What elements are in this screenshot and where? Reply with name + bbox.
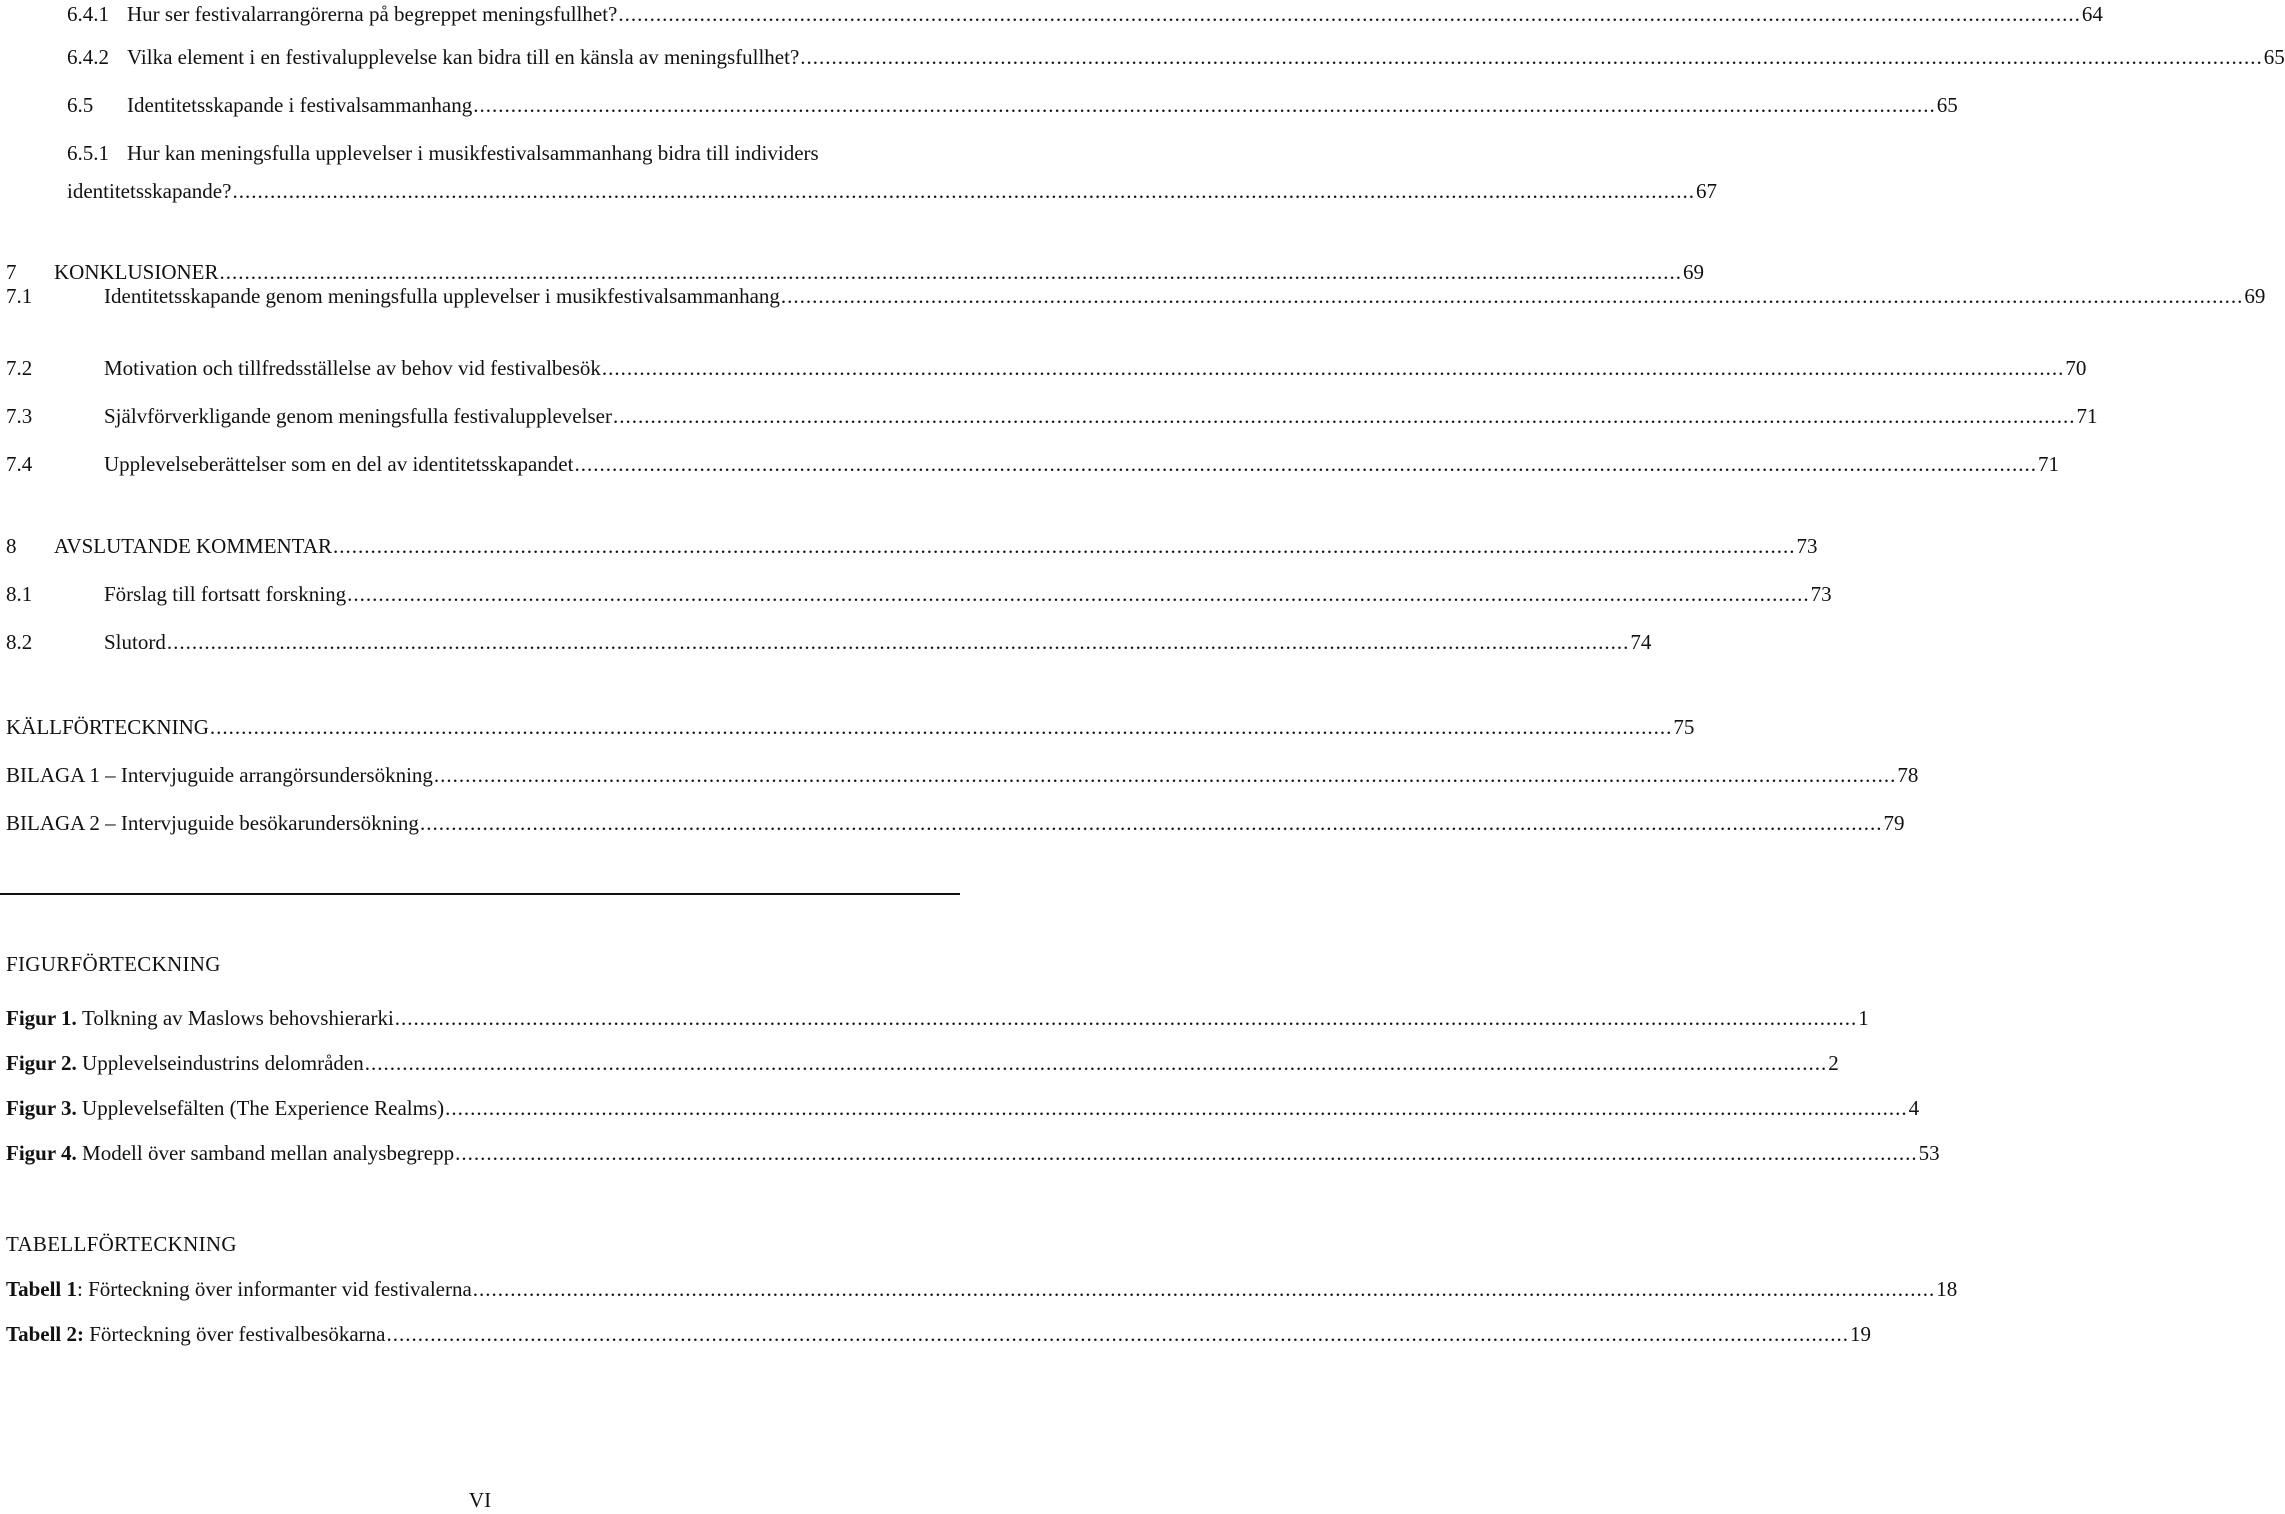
dot-leader <box>455 1139 1918 1167</box>
figure-label: Figur 2. <box>6 1051 77 1075</box>
dot-leader <box>333 532 1796 560</box>
toc-entry[interactable] <box>6 580 1832 608</box>
dot-leader <box>167 628 1630 656</box>
dot-leader <box>420 809 1883 837</box>
table-list-heading: TABELLFÖRTECKNING <box>6 1232 237 1256</box>
dot-leader <box>387 1320 1850 1348</box>
toc-entry-number: 6.5 <box>67 93 94 117</box>
dot-leader <box>574 450 2037 478</box>
toc-entry-title: BILAGA 2 – Intervjuguide besökarundersökning <box>6 811 419 835</box>
toc-entry-number: 8 <box>6 534 17 558</box>
dot-leader <box>473 1275 1936 1303</box>
dot-leader <box>365 1049 1828 1077</box>
figure-title: Upplevelsefälten (The Experience Realms) <box>82 1096 445 1120</box>
toc-entry-page: 74 <box>1630 630 1652 654</box>
toc-entry-page: 67 <box>1695 179 1717 203</box>
toc-entry-number: 7.2 <box>6 356 33 380</box>
table-page: 19 <box>1850 1322 1871 1346</box>
page-folio: VI <box>468 1488 492 1512</box>
toc-entry-page: 64 <box>2081 2 2103 26</box>
table-title: Förteckning över festivalbesökarna <box>89 1322 386 1346</box>
toc-entry[interactable] <box>6 532 1818 560</box>
toc-entry-page: 71 <box>2037 452 2059 476</box>
figure-page: 1 <box>1858 1006 1869 1030</box>
toc-entry[interactable] <box>67 0 2103 28</box>
toc-entry-title-continuation: identitetsskapande? <box>67 179 232 203</box>
toc-entry-continuation[interactable] <box>67 177 1717 205</box>
toc-entry[interactable] <box>6 402 2098 430</box>
toc-entry-page: 75 <box>1673 715 1695 739</box>
figure-entry[interactable] <box>6 1139 1940 1167</box>
table-label: Tabell 1 <box>6 1277 77 1301</box>
figure-page: 2 <box>1828 1051 1839 1075</box>
toc-entry-page: 78 <box>1897 763 1919 787</box>
toc-entry-title: Hur kan meningsfulla upplevelser i musikfestivalsammanhang bidra till individers <box>127 141 819 165</box>
toc-entry-page: 73 <box>1810 582 1832 606</box>
dot-leader <box>445 1094 1908 1122</box>
toc-entry-page: 65 <box>1936 93 1958 117</box>
figure-label: Figur 3. <box>6 1096 77 1120</box>
table-label: Tabell 2: <box>6 1322 84 1346</box>
toc-entry[interactable] <box>67 139 819 167</box>
toc-entry-title: KONKLUSIONER <box>54 260 219 284</box>
dot-leader <box>800 43 2263 71</box>
toc-entry[interactable] <box>6 628 1652 656</box>
dot-leader <box>618 0 2081 28</box>
toc-entry-title: Identitetsskapande genom meningsfulla upplevelser i musikfestivalsammanhang <box>104 284 780 308</box>
toc-entry[interactable] <box>6 354 2087 382</box>
toc-entry[interactable] <box>67 91 1958 119</box>
figure-title: Modell över samband mellan analysbegrepp <box>82 1141 455 1165</box>
toc-entry[interactable] <box>6 809 1905 837</box>
toc-entry-title: Förslag till fortsatt forskning <box>104 582 347 606</box>
figure-page: 4 <box>1908 1096 1920 1120</box>
figure-title: Upplevelseindustrins delområden <box>82 1051 364 1075</box>
toc-entry-title: Upplevelseberättelser som en del av identitetsskapandet <box>104 452 574 476</box>
table-title: Förteckning över informanter vid festivalerna <box>88 1277 472 1301</box>
toc-entry[interactable] <box>67 43 2285 71</box>
toc-entry-number: 6.4.1 <box>67 2 109 26</box>
dot-leader <box>613 402 2076 430</box>
dot-leader <box>473 91 1936 119</box>
figure-entry[interactable] <box>6 1094 1920 1122</box>
toc-entry-title: Slutord <box>104 630 166 654</box>
toc-entry[interactable] <box>6 282 2266 310</box>
table-entry[interactable] <box>6 1320 1871 1348</box>
toc-entry-page: 69 <box>2244 284 2266 308</box>
dot-leader <box>210 713 1673 741</box>
toc-entry-title: Motivation och tillfredsställelse av behov vid festivalbesök <box>104 356 601 380</box>
toc-entry-title: Vilka element i en festivalupplevelse kan bidra till en känsla av meningsfullhet? <box>127 45 800 69</box>
figure-label: Figur 4. <box>6 1141 77 1165</box>
dot-leader <box>602 354 2065 382</box>
table-entry[interactable] <box>6 1275 1958 1303</box>
toc-entry-number: 7.1 <box>6 284 33 308</box>
toc-entry-title: Självförverkligande genom meningsfulla festivalupplevelser <box>104 404 612 428</box>
dot-leader <box>232 177 1695 205</box>
toc-entry-number: 7.3 <box>6 404 33 428</box>
toc-entry-title: KÄLLFÖRTECKNING <box>6 715 209 739</box>
toc-entry[interactable] <box>6 761 1919 789</box>
toc-entry-page: 79 <box>1883 811 1905 835</box>
toc-entry-number: 6.5.1 <box>67 141 109 165</box>
toc-entry-number: 6.4.2 <box>67 45 109 69</box>
toc-entry[interactable] <box>6 713 1695 741</box>
figure-entry[interactable] <box>6 1049 1839 1077</box>
toc-entry-number: 8.1 <box>6 582 33 606</box>
toc-entry-page: 71 <box>2076 404 2098 428</box>
toc-entry-number: 7.4 <box>6 452 33 476</box>
toc-entry-page: 70 <box>2065 356 2087 380</box>
figure-entry[interactable] <box>6 1004 1869 1032</box>
toc-entry[interactable] <box>6 450 2059 478</box>
toc-entry-page: 73 <box>1796 534 1818 558</box>
dot-leader <box>781 282 2244 310</box>
table-page: 18 <box>1936 1277 1958 1301</box>
dot-leader <box>434 761 1897 789</box>
toc-entry-page: 65 <box>2263 45 2285 69</box>
toc-entry-number: 8.2 <box>6 630 33 654</box>
figure-page: 53 <box>1918 1141 1940 1165</box>
toc-entry-title: Hur ser festivalarrangörerna på begreppet meningsfullhet? <box>127 2 618 26</box>
dot-leader <box>347 580 1810 608</box>
toc-entry-number: 7 <box>6 260 17 284</box>
dot-leader <box>395 1004 1858 1032</box>
table-label-separator: : <box>77 1277 83 1301</box>
toc-entry-title: BILAGA 1 – Intervjuguide arrangörsundersökning <box>6 763 433 787</box>
toc-entry-title: Identitetsskapande i festivalsammanhang <box>127 93 473 117</box>
figure-list-heading: FIGURFÖRTECKNING <box>6 952 221 976</box>
figure-title: Tolkning av Maslows behovshierarki <box>82 1006 394 1030</box>
toc-entry-page: 69 <box>1683 260 1704 284</box>
figure-label: Figur 1. <box>6 1006 77 1030</box>
toc-entry-title: AVSLUTANDE KOMMENTAR <box>54 534 333 558</box>
section-divider <box>0 893 960 895</box>
